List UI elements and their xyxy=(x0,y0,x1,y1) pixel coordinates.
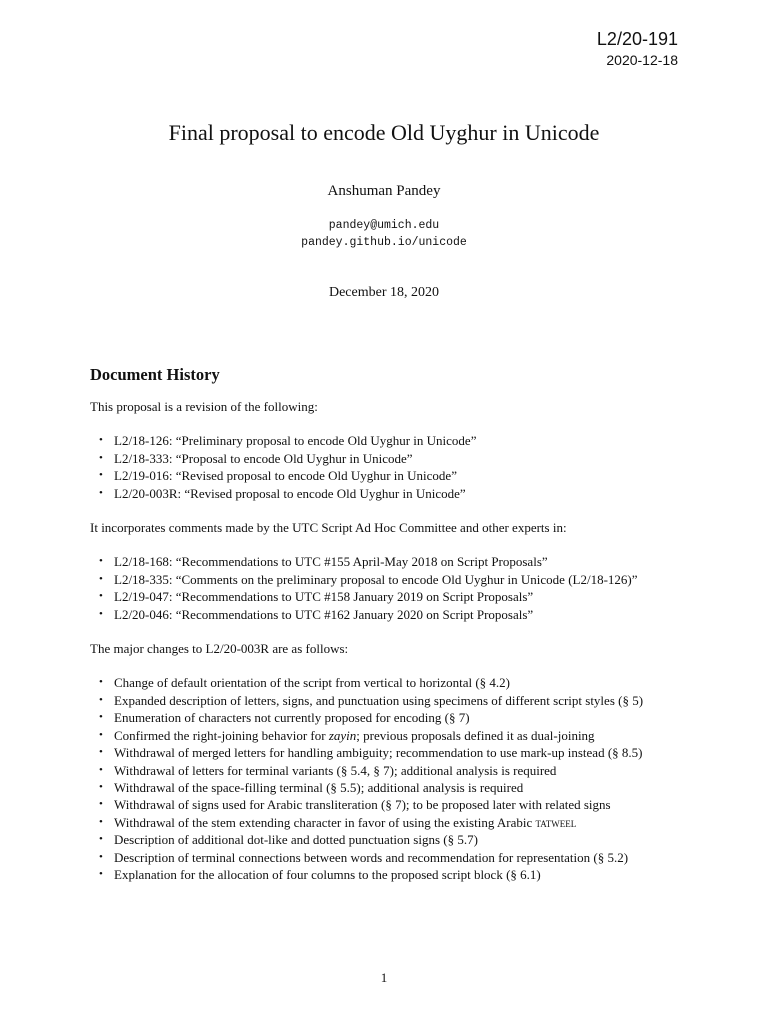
list-item xyxy=(90,727,688,744)
document-body xyxy=(90,364,688,900)
list-item: • Withdrawal of letters for terminal variants (§ 5.4, § 7); additional analysis is required xyxy=(90,762,688,779)
page-number: 1 xyxy=(380,970,388,985)
comments-list xyxy=(90,553,688,623)
list-item xyxy=(90,814,688,831)
document-title: Final proposal to encode Old Uyghur in Unicode xyxy=(168,120,600,145)
changes-intro: The major changes to L2/20-003R are as follows: xyxy=(90,641,349,657)
list-item: • L2/20-046: “Recommendations to UTC #162 January 2020 on Script Proposals” xyxy=(90,606,688,623)
list-item-text: ; previous proposals defined it as dual-joining xyxy=(356,727,595,743)
list-item-emphasis: zayin xyxy=(328,727,357,743)
list-item: • L2/20-003R: “Revised proposal to encode Old Uyghur in Unicode” xyxy=(90,485,688,502)
comments-intro: It incorporates comments made by the UTC Script Ad Hoc Committee and other experts in: xyxy=(90,520,567,536)
document-number: L2/20-191 xyxy=(596,29,678,49)
document-date: 2020-12-18 xyxy=(606,52,678,68)
list-item: • Explanation for the allocation of four columns to the proposed script block (§ 6.1) xyxy=(90,866,688,883)
list-item: • Description of additional dot-like and dotted punctuation signs (§ 5.7) xyxy=(90,831,688,848)
list-item: • Change of default orientation of the script from vertical to horizontal (§ 4.2) xyxy=(90,674,688,691)
revision-list xyxy=(90,432,688,502)
publication-date: December 18, 2020 xyxy=(328,285,440,300)
list-item: • Withdrawal of the space-filling terminal (§ 5.5); additional analysis is required xyxy=(90,779,688,796)
list-item: • L2/18-168: “Recommendations to UTC #155 April-May 2018 on Script Proposals” xyxy=(90,553,688,570)
list-item-text: Withdrawal of the stem extending character in favor of using the existing Arabic xyxy=(114,814,536,830)
list-item-small-caps: tatweel xyxy=(535,814,577,830)
changes-list xyxy=(90,674,688,883)
list-item: • Expanded description of letters, signs, and punctuation using specimens of different script styles (§ 5) xyxy=(90,692,688,709)
list-item: • L2/18-335: “Comments on the preliminary proposal to encode Old Uyghur in Unicode (L2/18-126)” xyxy=(90,571,688,588)
list-item: • Enumeration of characters not currently proposed for encoding (§ 7) xyxy=(90,709,688,726)
list-item: • L2/19-016: “Revised proposal to encode Old Uyghur in Unicode” xyxy=(90,467,688,484)
list-item: • L2/19-047: “Recommendations to UTC #158 January 2019 on Script Proposals” xyxy=(90,588,688,605)
author-email: pandey@umich.edu xyxy=(328,219,440,232)
list-item: • L2/18-126: “Preliminary proposal to encode Old Uyghur in Unicode” xyxy=(90,432,688,449)
section-heading-history: Document History xyxy=(90,365,220,384)
revision-intro: This proposal is a revision of the following: xyxy=(90,399,318,414)
list-item: • Withdrawal of signs used for Arabic transliteration (§ 7); to be proposed later with related signs xyxy=(90,796,688,813)
list-item: • Description of terminal connections between words and recommendation for representation (§ 5.2) xyxy=(90,849,688,866)
list-item: • Withdrawal of merged letters for handling ambiguity; recommendation to use mark-up instead (§ 8.5) xyxy=(90,744,688,761)
list-item: • L2/18-333: “Proposal to encode Old Uyghur in Unicode” xyxy=(90,450,688,467)
author-website: pandey.github.io/unicode xyxy=(301,236,467,249)
list-item-text: Confirmed the right-joining behavior for xyxy=(114,727,329,743)
author-name: Anshuman Pandey xyxy=(327,183,441,199)
